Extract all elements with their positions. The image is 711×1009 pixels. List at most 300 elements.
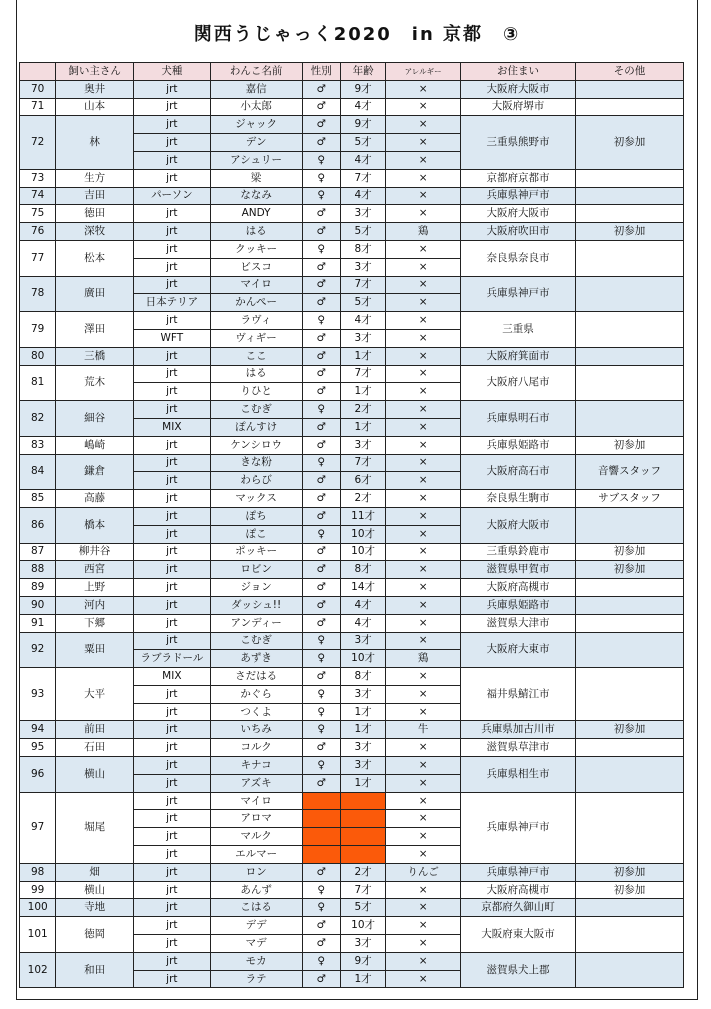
dog-breed: MIX [134,668,211,686]
dog-name: ロン [210,863,302,881]
table-row [20,507,684,525]
table-row [20,899,684,917]
table-row [20,80,684,98]
dog-allergy: × [386,205,461,223]
dog-sex: ♂ [302,596,340,614]
dog-age: 1才 [340,721,385,739]
dog-breed: jrt [134,579,211,597]
dog-allergy: × [386,792,461,810]
dog-age: 5才 [340,223,385,241]
entry-note [575,365,683,401]
owner-residence: 兵庫県加古川市 [460,721,575,739]
dog-age: 10才 [340,543,385,561]
entry-number: 80 [20,347,56,365]
entry-number: 95 [20,739,56,757]
dog-breed: jrt [134,774,211,792]
dog-sex: ♀ [302,757,340,775]
dog-allergy: × [386,490,461,508]
redacted-sex [302,846,340,864]
entry-note [575,632,683,668]
dog-sex: ♂ [302,668,340,686]
redacted-age [340,846,385,864]
dog-name: アンディー [210,614,302,632]
dog-sex: ♂ [302,223,340,241]
dog-breed: jrt [134,614,211,632]
table-row [20,863,684,881]
owner-name: 三橋 [56,347,134,365]
dog-allergy: × [386,240,461,258]
dog-allergy: 牛 [386,721,461,739]
entry-number: 76 [20,223,56,241]
owner-residence: 滋賀県草津市 [460,739,575,757]
entry-note: 初参加 [575,863,683,881]
entry-note: 初参加 [575,721,683,739]
dog-allergy: × [386,401,461,419]
entry-note: 初参加 [575,561,683,579]
entry-number: 89 [20,579,56,597]
dog-sex: ♀ [302,881,340,899]
col-header-breed: 犬種 [134,63,211,81]
dog-breed: jrt [134,223,211,241]
dog-sex: ♂ [302,365,340,383]
table-row [20,917,684,935]
dog-age: 3才 [340,329,385,347]
dog-age: 2才 [340,490,385,508]
dog-breed: jrt [134,80,211,98]
entry-number: 72 [20,116,56,169]
dog-breed: jrt [134,792,211,810]
entry-number: 75 [20,205,56,223]
owner-name: 山本 [56,98,134,116]
dog-sex: ♀ [302,454,340,472]
table-row [20,596,684,614]
dog-allergy: × [386,507,461,525]
owner-residence: 兵庫県相生市 [460,757,575,793]
entry-note: 音響スタッフ [575,454,683,490]
table-row [20,543,684,561]
dog-sex: ♂ [302,774,340,792]
entry-number: 93 [20,668,56,721]
dog-sex: ♂ [302,472,340,490]
owner-residence: 兵庫県神戸市 [460,863,575,881]
dog-breed: jrt [134,881,211,899]
redacted-age [340,810,385,828]
dog-allergy: × [386,935,461,953]
dog-breed: ラブラドール [134,650,211,668]
dog-name: かんぺー [210,294,302,312]
dog-sex: ♂ [302,276,340,294]
table-row [20,276,684,294]
dog-age: 1才 [340,383,385,401]
entry-note [575,401,683,437]
dog-breed: jrt [134,276,211,294]
dog-name: かぐら [210,685,302,703]
dog-breed: jrt [134,134,211,152]
entry-note [575,205,683,223]
dog-name: きな粉 [210,454,302,472]
dog-age: 2才 [340,401,385,419]
entry-number: 90 [20,596,56,614]
table-row [20,561,684,579]
dog-breed: jrt [134,917,211,935]
dog-allergy: × [386,685,461,703]
dog-sex: ♀ [302,525,340,543]
dog-allergy: × [386,365,461,383]
entry-number: 83 [20,436,56,454]
dog-name: マックス [210,490,302,508]
dog-breed: jrt [134,525,211,543]
dog-breed: 日本テリア [134,294,211,312]
entry-number: 71 [20,98,56,116]
dog-allergy: 鶏 [386,223,461,241]
entry-number: 102 [20,952,56,988]
owner-residence: 兵庫県姫路市 [460,436,575,454]
owner-name: 生方 [56,169,134,187]
redacted-sex [302,792,340,810]
dog-name: 嘉信 [210,80,302,98]
owner-name: 河内 [56,596,134,614]
table-row [20,347,684,365]
redacted-age [340,828,385,846]
owner-residence: 大阪府吹田市 [460,223,575,241]
dog-sex: ♂ [302,418,340,436]
dog-allergy: × [386,810,461,828]
dog-allergy: × [386,418,461,436]
dog-sex: ♂ [302,970,340,988]
dog-allergy: × [386,703,461,721]
dog-age: 4才 [340,151,385,169]
dog-allergy: × [386,294,461,312]
owner-residence: 滋賀県甲賀市 [460,561,575,579]
dog-age: 9才 [340,116,385,134]
entry-note [575,899,683,917]
dog-age: 4才 [340,187,385,205]
dog-allergy: × [386,472,461,490]
dog-name: アロマ [210,810,302,828]
owner-residence: 兵庫県姫路市 [460,596,575,614]
owner-residence: 三重県鈴鹿市 [460,543,575,561]
entry-note [575,668,683,721]
owner-name: 前田 [56,721,134,739]
dog-sex: ♂ [302,935,340,953]
entry-number: 100 [20,899,56,917]
dog-name: りひと [210,383,302,401]
table-row [20,490,684,508]
owner-name: 廣田 [56,276,134,312]
owner-name: 嶋崎 [56,436,134,454]
dog-breed: jrt [134,472,211,490]
owner-residence: 京都府京都市 [460,169,575,187]
col-header-age: 年齢 [340,63,385,81]
entry-note [575,347,683,365]
table-row [20,668,684,686]
table-row [20,721,684,739]
entry-number: 96 [20,757,56,793]
owner-residence: 奈良県生駒市 [460,490,575,508]
dog-breed: jrt [134,240,211,258]
dog-allergy: × [386,258,461,276]
dog-allergy: × [386,828,461,846]
dog-age: 3才 [340,436,385,454]
dog-name: デデ [210,917,302,935]
dog-age: 5才 [340,134,385,152]
col-header-other: その他 [575,63,683,81]
dog-age: 7才 [340,276,385,294]
dog-age: 10才 [340,917,385,935]
table-row [20,436,684,454]
dog-breed: jrt [134,846,211,864]
owner-name: 徳田 [56,205,134,223]
dog-age: 10才 [340,650,385,668]
dog-breed: jrt [134,205,211,223]
dog-sex: ♂ [302,543,340,561]
dog-name: こむぎ [210,632,302,650]
owner-residence: 大阪府八尾市 [460,365,575,401]
owner-name: 澤田 [56,312,134,348]
dog-age: 9才 [340,952,385,970]
dog-allergy: × [386,668,461,686]
dog-age: 7才 [340,881,385,899]
table-row [20,169,684,187]
dog-age: 5才 [340,899,385,917]
dog-name: モカ [210,952,302,970]
owner-residence: 大阪府大阪市 [460,507,575,543]
dog-name: ロビン [210,561,302,579]
dog-age: 4才 [340,98,385,116]
dog-age: 3才 [340,935,385,953]
owner-name: 深牧 [56,223,134,241]
dog-allergy: × [386,917,461,935]
entry-note [575,312,683,348]
dog-name: ケンシロウ [210,436,302,454]
entry-note: 初参加 [575,881,683,899]
dog-allergy: × [386,187,461,205]
entry-note [575,739,683,757]
dog-sex: ♀ [302,151,340,169]
table-row [20,454,684,472]
participant-table [19,62,684,988]
dog-allergy: × [386,98,461,116]
dog-name: はる [210,223,302,241]
owner-residence: 大阪府高石市 [460,454,575,490]
entry-number: 79 [20,312,56,348]
dog-allergy: × [386,329,461,347]
dog-sex: ♂ [302,116,340,134]
table-row [20,240,684,258]
dog-sex: ♂ [302,383,340,401]
dog-name: ジャック [210,116,302,134]
dog-sex: ♀ [302,650,340,668]
owner-name: 徳岡 [56,917,134,953]
table-row [20,757,684,775]
owner-name: 横山 [56,881,134,899]
dog-allergy: × [386,80,461,98]
dog-name: つくよ [210,703,302,721]
entry-number: 86 [20,507,56,543]
dog-name: マデ [210,935,302,953]
dog-age: 6才 [340,472,385,490]
dog-allergy: × [386,116,461,134]
entry-number: 81 [20,365,56,401]
dog-breed: MIX [134,418,211,436]
entry-note [575,240,683,276]
dog-allergy: × [386,774,461,792]
dog-name: マイロ [210,792,302,810]
dog-name: あんず [210,881,302,899]
dog-sex: ♂ [302,507,340,525]
owner-name: 堀尾 [56,792,134,863]
owner-name: 橋本 [56,507,134,543]
dog-name: マルク [210,828,302,846]
dog-age: 9才 [340,80,385,98]
entry-note: 初参加 [575,543,683,561]
owner-residence: 大阪府箕面市 [460,347,575,365]
dog-allergy: 鶏 [386,650,461,668]
owner-residence: 滋賀県大津市 [460,614,575,632]
dog-sex: ♀ [302,169,340,187]
dog-breed: jrt [134,507,211,525]
entry-note [575,757,683,793]
dog-age: 1才 [340,347,385,365]
dog-name: キナコ [210,757,302,775]
dog-breed: jrt [134,721,211,739]
table-row [20,632,684,650]
dog-breed: jrt [134,98,211,116]
dog-allergy: × [386,596,461,614]
dog-sex: ♂ [302,614,340,632]
table-row [20,223,684,241]
owner-name: 寺地 [56,899,134,917]
dog-name: エルマー [210,846,302,864]
entry-number: 91 [20,614,56,632]
owner-name: 柳井谷 [56,543,134,561]
table-row [20,401,684,419]
owner-residence: 大阪府高槻市 [460,579,575,597]
col-header-dog-name: わんこ名前 [210,63,302,81]
dog-sex: ♀ [302,240,340,258]
dog-allergy: × [386,151,461,169]
entry-number: 87 [20,543,56,561]
owner-residence: 兵庫県神戸市 [460,276,575,312]
dog-age: 1才 [340,418,385,436]
col-header-sex: 性別 [302,63,340,81]
dog-breed: jrt [134,365,211,383]
dog-allergy: × [386,757,461,775]
dog-sex: ♂ [302,205,340,223]
dog-age: 3才 [340,685,385,703]
dog-name: こむぎ [210,401,302,419]
entry-number: 98 [20,863,56,881]
entry-number: 92 [20,632,56,668]
table-row [20,116,684,134]
dog-age: 4才 [340,312,385,330]
dog-age: 2才 [340,863,385,881]
dog-sex: ♀ [302,721,340,739]
dog-breed: jrt [134,935,211,953]
dog-sex: ♂ [302,579,340,597]
dog-name: わらび [210,472,302,490]
dog-name: 梁 [210,169,302,187]
entry-number: 97 [20,792,56,863]
dog-age: 4才 [340,614,385,632]
table-row [20,614,684,632]
dog-allergy: × [386,579,461,597]
dog-breed: jrt [134,685,211,703]
owner-residence: 滋賀県犬上郡 [460,952,575,988]
entry-number: 73 [20,169,56,187]
entry-note: 初参加 [575,116,683,169]
owner-residence: 福井県鯖江市 [460,668,575,721]
dog-allergy: × [386,881,461,899]
dog-breed: jrt [134,632,211,650]
dog-breed: jrt [134,703,211,721]
dog-breed: jrt [134,116,211,134]
entry-note [575,187,683,205]
dog-name: ぽんすけ [210,418,302,436]
col-header-residence: お住まい [460,63,575,81]
owner-residence: 大阪府堺市 [460,98,575,116]
dog-breed: jrt [134,454,211,472]
owner-residence: 大阪府大東市 [460,632,575,668]
dog-breed: jrt [134,970,211,988]
entry-note [575,579,683,597]
dog-breed: jrt [134,169,211,187]
owner-residence: 兵庫県神戸市 [460,187,575,205]
owner-name: 奥井 [56,80,134,98]
owner-residence: 兵庫県明石市 [460,401,575,437]
dog-age: 7才 [340,169,385,187]
dog-name: マイロ [210,276,302,294]
dog-age: 11才 [340,507,385,525]
entry-number: 82 [20,401,56,437]
dog-age: 3才 [340,205,385,223]
dog-breed: jrt [134,151,211,169]
entry-note [575,169,683,187]
dog-allergy: × [386,436,461,454]
owner-residence: 大阪府東大阪市 [460,917,575,953]
dog-sex: ♂ [302,294,340,312]
dog-sex: ♀ [302,899,340,917]
dog-breed: jrt [134,543,211,561]
dog-breed: jrt [134,436,211,454]
entry-note [575,98,683,116]
dog-sex: ♀ [302,401,340,419]
dog-name: デン [210,134,302,152]
dog-sex: ♂ [302,80,340,98]
dog-breed: jrt [134,258,211,276]
dog-allergy: × [386,543,461,561]
dog-sex: ♂ [302,436,340,454]
dog-name: ビスコ [210,258,302,276]
dog-sex: ♀ [302,952,340,970]
dog-sex: ♀ [302,703,340,721]
dog-sex: ♂ [302,739,340,757]
dog-age: 8才 [340,561,385,579]
dog-breed: jrt [134,596,211,614]
owner-residence: 大阪府大阪市 [460,205,575,223]
dog-name: ななみ [210,187,302,205]
dog-age: 3才 [340,739,385,757]
owner-residence: 三重県 [460,312,575,348]
dog-name: さだはる [210,668,302,686]
dog-sex: ♂ [302,347,340,365]
dog-breed: jrt [134,490,211,508]
table-row [20,98,684,116]
table-row [20,792,684,810]
entry-note [575,80,683,98]
dog-breed: WFT [134,329,211,347]
dog-sex: ♂ [302,863,340,881]
